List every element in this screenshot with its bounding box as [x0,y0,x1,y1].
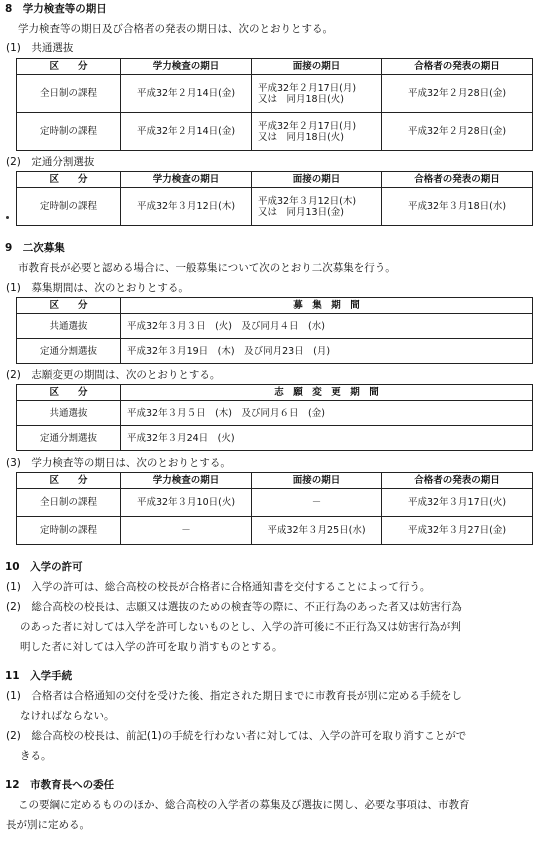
header-announcement-date: 合格者の発表の期日 [382,172,533,188]
interview-date-alt: 又は 同月18日(火) [258,131,345,143]
section-11-para-2-line-2: きる。 [20,750,52,762]
cell-course: 定時制の課程 [17,188,121,226]
section-12-heading: 12 市教育長への委任 [5,779,115,791]
section-10-heading: 10 入学の許可 [5,561,83,573]
cell-exam-date: 平成32年２月14日(金) [121,113,252,151]
cell-exam-date: 平成32年３月12日(木) [121,188,252,226]
table-header-row [17,473,533,489]
interview-date-primary: 平成32年３月12日(木) [258,195,357,207]
table-row [17,401,533,426]
section-9-sub2-label: (2) 志願変更の期間は、次のとおりとする。 [6,369,221,381]
cell-period: 平成32年３月19日 (木) 及び同月23日 (月) [121,339,533,364]
cell-period: 平成32年３月５日 (木) 及び同月６日 (金) [121,401,533,426]
cell-period: 平成32年３月３日 (火) 及び同月４日 (水) [121,314,533,339]
cell-interview-date [252,75,382,113]
table-row [17,113,533,151]
section-11-para-2-line-1: (2) 総合高校の校長は、前記(1)の手続を行わない者に対しては、入学の許可を取り消すことがで [6,730,467,742]
section-9-heading: 9 二次募集 [5,242,65,254]
table-header-row [17,298,533,314]
cell-interview-date [252,188,382,226]
section-11-para-1-line-1: (1) 合格者は合格通知の交付を受けた後、指定された期日までに市教育長が別に定める手続をし [6,690,462,702]
interview-date-alt: 又は 同月18日(火) [258,93,345,105]
cell-selection-type: 共通選抜 [17,314,121,339]
table-9-1-recruitment-period [16,297,533,364]
section-10-para-2-line-3: 明した者に対しては入学の許可を取り消すものとする。 [20,641,283,653]
table-8-1-common-selection [16,58,533,151]
section-8-intro: 学力検査等の期日及び合格者の発表の期日は、次のとおりとする。 [18,23,333,35]
table-row [17,314,533,339]
header-category: 区 分 [17,59,121,75]
scan-dot [6,216,9,219]
cell-interview-date [252,113,382,151]
cell-announcement-date: 平成32年２月28日(金) [382,75,533,113]
cell-announcement-date: 平成32年３月17日(火) [382,489,533,517]
cell-exam-date: 平成32年２月14日(金) [121,75,252,113]
table-header-row [17,385,533,401]
header-interview-date: 面接の期日 [252,473,382,489]
header-category: 区 分 [17,473,121,489]
cell-exam-date: 平成32年３月10日(火) [121,489,252,517]
section-10-para-2-line-1: (2) 総合高校の校長は、志願又は選抜のための検査等の際に、不正行為のあった者又は妨害行為 [6,601,462,613]
header-interview-date: 面接の期日 [252,172,382,188]
table-header-row [17,59,533,75]
section-9-sub1-label: (1) 募集期間は、次のとおりとする。 [6,282,189,294]
section-8-sub1-label: (1) 共通選抜 [6,42,74,54]
cell-announcement-date: 平成32年３月27日(金) [382,517,533,545]
cell-interview-date: 平成32年３月25日(水) [252,517,382,545]
header-category: 区 分 [17,298,121,314]
cell-course: 全日制の課程 [17,489,121,517]
section-12-para-line-1: この要綱に定めるもののほか、総合高校の入学者の募集及び選抜に関し、必要な事項は、市教育 [18,799,470,811]
table-row [17,489,533,517]
header-category: 区 分 [17,172,121,188]
header-exam-date: 学力検査の期日 [121,172,252,188]
header-exam-date: 学力検査の期日 [121,59,252,75]
cell-period: 平成32年３月24日 (火) [121,426,533,451]
header-category: 区 分 [17,385,121,401]
header-interview-date: 面接の期日 [252,59,382,75]
table-row [17,517,533,545]
interview-date-alt: 又は 同月13日(金) [258,206,345,218]
cell-selection-type: 共通選抜 [17,401,121,426]
cell-selection-type: 定通分割選抜 [17,426,121,451]
section-8-sub2-label: (2) 定通分割選抜 [6,156,95,168]
section-11-heading: 11 入学手続 [5,670,73,682]
table-header-row [17,172,533,188]
section-9-intro: 市教育長が必要と認める場合に、一般募集について次のとおり二次募集を行う。 [18,262,396,274]
cell-selection-type: 定通分割選抜 [17,339,121,364]
cell-course: 定時制の課程 [17,113,121,151]
cell-exam-date: － [121,517,252,545]
section-10-para-2-line-2: のあった者に対しては入学を許可しないものとし、入学の許可後に不正行為又は妨害行為が判 [20,621,461,633]
cell-announcement-date: 平成32年２月28日(金) [382,113,533,151]
section-12-para-line-2: 長が別に定める。 [6,819,90,831]
section-9-sub3-label: (3) 学力検査等の期日は、次のとおりとする。 [6,457,231,469]
section-11-para-1-line-2: なければならない。 [20,710,115,722]
header-announcement-date: 合格者の発表の期日 [382,473,533,489]
section-8-heading: 8 学力検査等の期日 [5,3,107,15]
cell-interview-date: － [252,489,382,517]
section-10-para-1: (1) 入学の許可は、総合高校の校長が合格者に合格通知書を交付することによって行う。 [6,581,431,593]
table-9-3-exam-dates [16,472,533,545]
interview-date-primary: 平成32年２月17日(月) [258,82,357,94]
table-row [17,426,533,451]
table-9-2-application-change-period [16,384,533,451]
cell-course: 定時制の課程 [17,517,121,545]
interview-date-primary: 平成32年２月17日(月) [258,120,357,132]
header-announcement-date: 合格者の発表の期日 [382,59,533,75]
header-exam-date: 学力検査の期日 [121,473,252,489]
table-row [17,75,533,113]
table-row [17,188,533,226]
header-period: 志 願 変 更 期 間 [121,385,533,401]
table-8-2-split-selection [16,171,533,226]
cell-course: 全日制の課程 [17,75,121,113]
cell-announcement-date: 平成32年３月18日(水) [382,188,533,226]
table-row [17,339,533,364]
header-period: 募 集 期 間 [121,298,533,314]
